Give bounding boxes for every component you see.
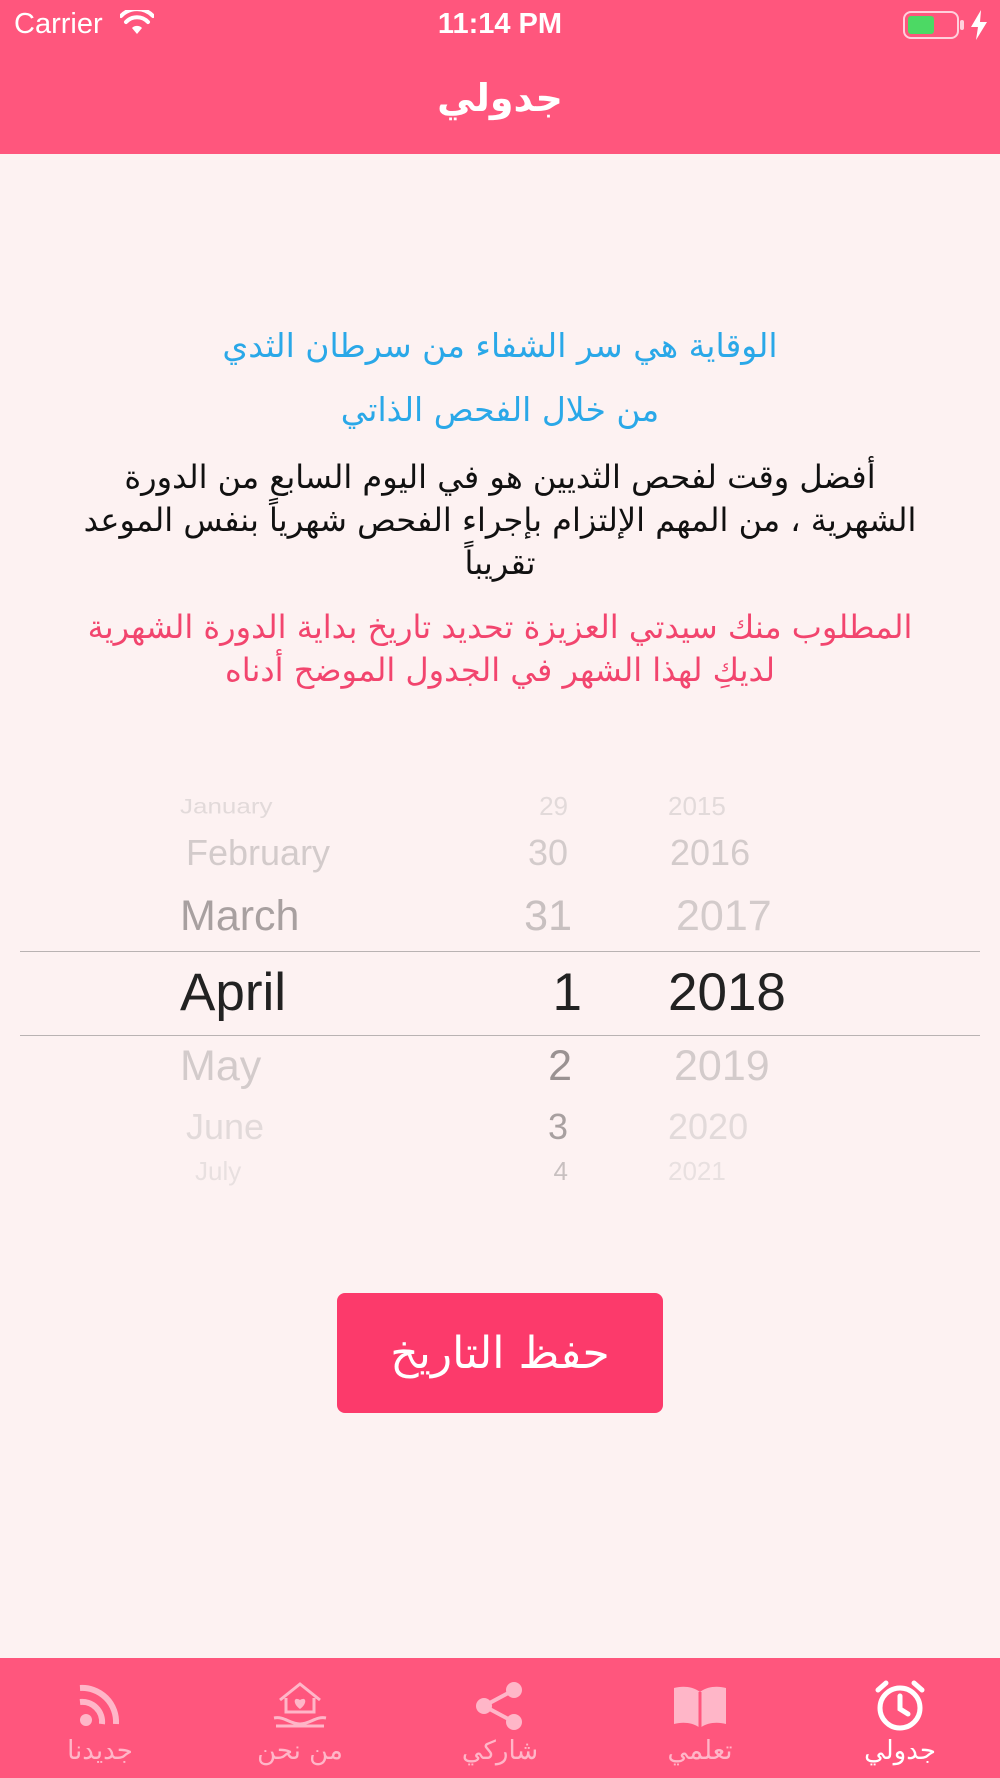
picker-year-option[interactable]: 2016 bbox=[670, 832, 751, 873]
picker-day-selected[interactable]: 1 bbox=[552, 963, 582, 1022]
picker-day-option[interactable]: 2 bbox=[548, 1042, 572, 1090]
navigation-header bbox=[0, 0, 1000, 154]
status-bar bbox=[0, 0, 1000, 50]
picker-month-option[interactable]: February bbox=[186, 832, 331, 873]
battery-icon bbox=[903, 11, 965, 43]
alarm-clock-icon bbox=[870, 1678, 930, 1734]
hands-heart-house-icon bbox=[270, 1678, 330, 1734]
rss-feed-icon bbox=[70, 1678, 130, 1734]
picker-year-selected[interactable]: 2018 bbox=[668, 963, 786, 1022]
advice-text-line-2: الشهرية ، من المهم الإلتزام بإجراء الفحص شهرياً بنفس الموعد bbox=[83, 501, 917, 539]
advice-text-line-3: تقريباً bbox=[464, 544, 536, 582]
picker-selection-bottom-divider bbox=[20, 1035, 980, 1036]
tab-about-us-label: من نحن bbox=[257, 1736, 343, 1766]
tab-schedule-label: جدولي bbox=[864, 1736, 936, 1766]
carrier-label: Carrier bbox=[14, 8, 103, 40]
request-text-line-1: المطلوب منك سيدتي العزيزة تحديد تاريخ بداية الدورة الشهرية bbox=[87, 608, 913, 646]
picker-month-selected[interactable]: April bbox=[180, 963, 287, 1022]
tab-about-us[interactable] bbox=[200, 1658, 400, 1778]
page-title: جدولي bbox=[437, 76, 563, 120]
date-picker[interactable] bbox=[0, 776, 1000, 1206]
advice-text-line-1: أفضل وقت لفحص الثديين هو في اليوم السابع من الدورة bbox=[124, 458, 876, 496]
tab-schedule[interactable] bbox=[800, 1658, 1000, 1778]
picker-month-option[interactable]: June bbox=[186, 1106, 265, 1147]
picker-day-option[interactable]: 30 bbox=[527, 832, 568, 873]
share-icon bbox=[470, 1678, 530, 1734]
picker-month-option[interactable]: July bbox=[195, 1156, 242, 1186]
charging-bolt-icon bbox=[970, 10, 988, 44]
picker-day-option[interactable]: 31 bbox=[524, 892, 572, 940]
picker-year-option[interactable]: 2015 bbox=[668, 791, 726, 821]
tab-bar bbox=[0, 1658, 1000, 1778]
tab-news-label: جديدنا bbox=[67, 1736, 133, 1766]
picker-selection-top-divider bbox=[20, 951, 980, 952]
picker-year-option[interactable]: 2020 bbox=[668, 1106, 749, 1147]
tab-learn-label: تعلمي bbox=[667, 1736, 733, 1766]
picker-day-option[interactable]: 4 bbox=[553, 1156, 568, 1186]
prevention-headline: الوقاية هي سر الشفاء من سرطان الثدي bbox=[222, 326, 778, 365]
tab-news[interactable] bbox=[0, 1658, 200, 1778]
save-date-button[interactable]: حفظ التاريخ bbox=[337, 1293, 663, 1413]
self-exam-headline: من خلال الفحص الذاتي bbox=[340, 390, 660, 429]
picker-month-option[interactable]: May bbox=[180, 1042, 262, 1090]
picker-year-option[interactable]: 2019 bbox=[674, 1042, 770, 1090]
open-book-icon bbox=[670, 1678, 730, 1734]
tab-share-label: شاركي bbox=[461, 1736, 539, 1766]
picker-year-option[interactable]: 2017 bbox=[676, 892, 772, 940]
request-text-line-2: لديكِ لهذا الشهر في الجدول الموضح أدناه bbox=[224, 651, 776, 689]
picker-day-option[interactable]: 29 bbox=[539, 791, 568, 821]
status-time: 11:14 PM bbox=[437, 8, 563, 40]
tab-share[interactable] bbox=[400, 1658, 600, 1778]
tab-learn[interactable] bbox=[600, 1658, 800, 1778]
picker-day-option[interactable]: 3 bbox=[547, 1106, 568, 1147]
picker-year-option[interactable]: 2021 bbox=[668, 1156, 726, 1186]
picker-month-option[interactable]: March bbox=[180, 892, 300, 940]
picker-month-option[interactable]: January bbox=[180, 794, 273, 819]
